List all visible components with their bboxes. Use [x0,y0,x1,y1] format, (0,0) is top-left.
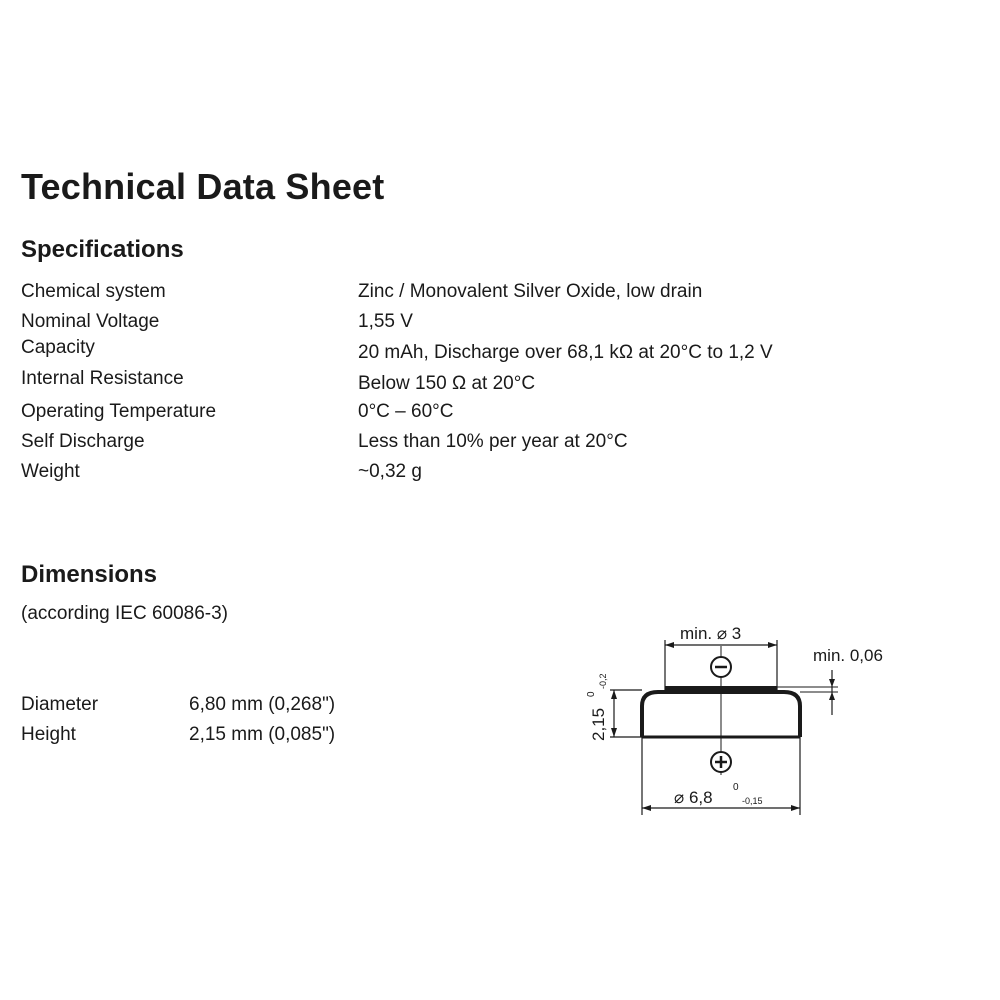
arrowhead [642,805,651,811]
spec-row-chemical-system [21,279,921,309]
dimensions-table [21,694,471,754]
spec-value: 20 mAh, Discharge over 68,1 kΩ at 20°C to 1,2 V [358,342,773,363]
spec-row-self-discharge [21,429,921,459]
specifications-heading: Specifications [21,236,184,263]
dimensions-heading: Dimensions [21,561,158,588]
diameter-tolerance-lower: -0,15 [742,796,763,806]
spec-label: Internal Resistance [21,368,184,389]
dim-value: 6,80 mm (0,268") [189,694,336,715]
spec-value: Below 150 Ω at 20°C [358,373,536,394]
spec-value: Zinc / Monovalent Silver Oxide, low drain [358,281,703,302]
spec-label: Nominal Voltage [21,311,160,332]
arrowhead [829,679,835,687]
height-tolerance-lower: -0,2 [598,673,608,689]
arrowhead [611,690,617,699]
spec-row-capacity [21,339,921,369]
arrowhead [768,642,777,648]
dim-row-diameter [21,694,471,724]
spec-label: Operating Temperature [21,401,217,422]
dim-value: 2,15 mm (0,085") [189,724,336,745]
spec-row-operating-temperature [21,399,921,429]
specifications-table [21,279,921,489]
spec-value: 0°C – 60°C [358,401,454,422]
top-diameter-label: min. ⌀ 3 [680,624,742,643]
dim-label: Diameter [21,694,99,715]
arrowhead [611,728,617,737]
dimensions-standard-note: (according IEC 60086-3) [21,603,228,624]
height-tolerance-upper: 0 [586,691,597,697]
spec-value: 1,55 V [358,311,413,332]
battery-dimension-drawing [570,610,930,830]
spec-row-weight [21,459,921,489]
spec-label: Chemical system [21,281,166,302]
spec-label: Capacity [21,337,95,358]
page-title: Technical Data Sheet [21,166,385,207]
arrowhead [665,642,674,648]
spec-label: Weight [21,461,80,482]
spec-row-nominal-voltage [21,309,921,339]
spec-row-internal-resistance [21,369,921,399]
height-label: 2,15 [589,707,608,741]
bottom-diameter-label: ⌀ 6,8 [674,788,713,807]
spec-value: ~0,32 g [358,461,422,482]
spec-label: Self Discharge [21,431,145,452]
diameter-tolerance-upper: 0 [733,782,739,793]
spec-value: Less than 10% per year at 20°C [358,431,628,452]
dim-label: Height [21,724,76,745]
arrowhead [791,805,800,811]
dim-row-height [21,724,471,754]
arrowhead [829,692,835,700]
gap-label: min. 0,06 [813,646,883,665]
